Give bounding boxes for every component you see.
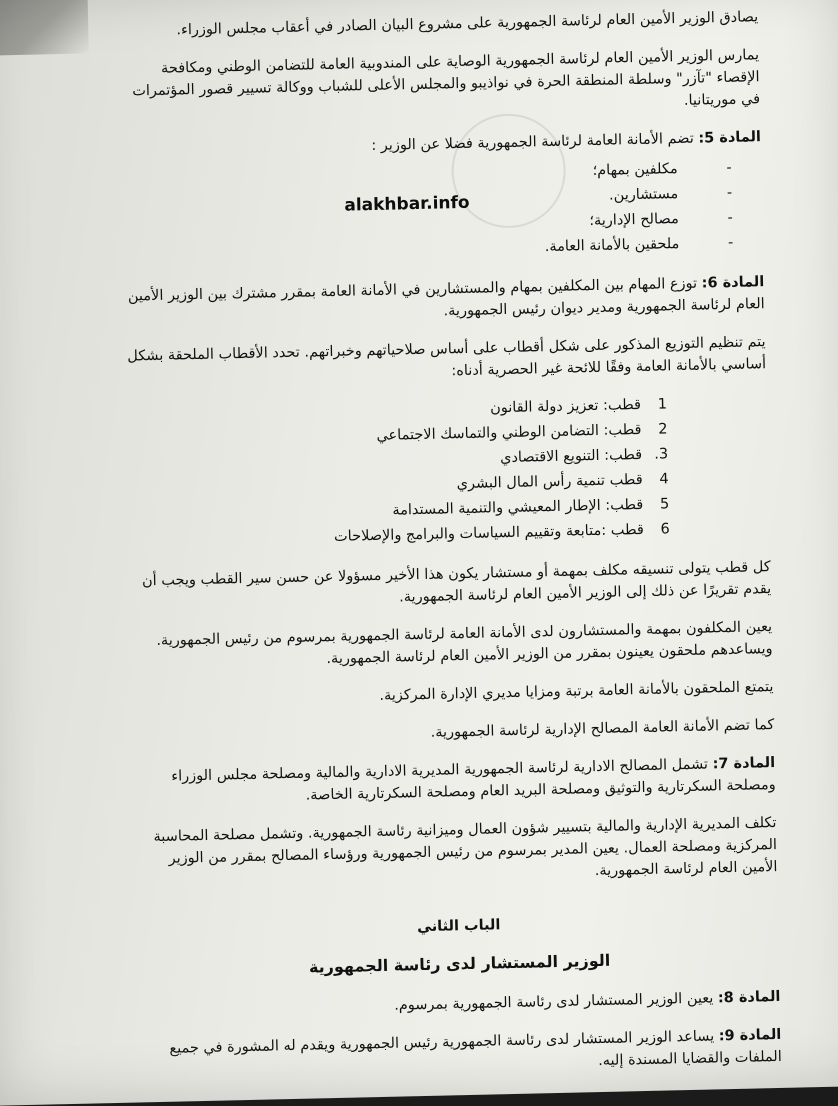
folder-corner-shadow (0, 0, 89, 56)
pole-number: 5 (659, 496, 670, 513)
article-8 (140, 986, 780, 1023)
document-body (118, 6, 782, 1098)
pole-number: 3. (654, 446, 669, 463)
pole-text: قطب تنمية رأس المال البشري (456, 471, 643, 493)
list-item: - مصالح الإدارية؛ (123, 207, 733, 243)
article-5-label: المادة 5: (698, 129, 762, 147)
chapter-subtitle: الوزير المستشار لدى رئاسة الجمهورية (308, 950, 611, 977)
article-6-text: توزع المهام بين المكلفين بمهام والمستشارين في الأمانة العامة بمقرر مشترك بين الوزير الأمين العام لرئاسة الجمهورية ومدير ديوان رئيس الجمهورية. (127, 275, 765, 320)
paragraph-admin-finance: تكلف المديرية الإدارية والمالية بتسيير شؤون العمال وميزانية رئاسة الجمهورية. وتشمل مصلحة المحاسبة المركزية ومصلحة العمال. يعين المدير بمرسوم من رئيس الجمهورية ورؤساء المصالح بمقرر من الوزير الأمين العام لرئاسة الجمهورية. (153, 814, 778, 880)
article-5-text: تضم الأمانة العامة لرئاسة الجمهورية فضلا عن الوزير : (371, 130, 699, 154)
pole-text: قطب :متابعة وتقييم السياسات والبرامج والإصلاحات (333, 521, 644, 545)
article-9 (141, 1024, 782, 1083)
paragraph-poles-intro: يتم تنظيم التوزيع المذكور على شكل أقطاب على أساس صلاحياتهم وخبراتهم. تحدد الأقطاب الملحقة بشكل أساسي بالأمانة العامة وفقًا للائحة غير الحصرية أدناه: (127, 334, 767, 380)
article-7 (135, 752, 776, 811)
pole-number: 2 (658, 421, 668, 438)
article-9-text: يساعد الوزير المستشار لدى رئاسة الجمهورية رئيس الجمهورية ويقدم له المشورة في جميع الملفات والقضايا المسندة إليه. (169, 1028, 782, 1070)
paragraph-pole-coordination: كل قطب يتولى تنسيقه مكلف بمهمة أو مستشار يكون هذا الأخير مسؤولا عن حسن سير القطب ويجب أن يقدم تقريرًا عن ذلك إلى الوزير الأمين العام لرئاسة الجمهورية. (141, 559, 772, 606)
article-8-label: المادة 8: (717, 988, 781, 1007)
article-6-label: المادة 6: (701, 274, 765, 292)
pole-number: 6 (660, 521, 670, 538)
paragraph-admin-services: كما تضم الأمانة العامة المصالح الإدارية لرئاسة الجمهورية. (430, 717, 775, 741)
list-item: - مستشارين. (122, 182, 732, 218)
chapter-title: الباب الثاني (416, 917, 501, 936)
list-item: - ملحقين بالأمانة العامة. (123, 232, 733, 268)
article-7-text: تشمل المصالح الادارية لرئاسة الجمهورية المديرية الادارية والمالية ومصلحة مجلس الوزراء ومصلحة السكرتارية والتوثيق ومصلحة البريد العام ومصلحة السكرتارية الخاصة. (171, 756, 776, 804)
poles-list (127, 391, 770, 552)
paragraph-supervision: يمارس الوزير الأمين العام لرئاسة الجمهورية الوصاية على المندوبية العامة للتضامن الوطني ومكافحة الإقصاء "تآزر" وسلطة المنطقة الحرة في نواذيبو والمجلس الأعلى للشباب ووكالة تسيير قصور المؤتمرات في موريتانيا. (132, 47, 761, 109)
watermark: alakhbar.info (344, 192, 470, 216)
pole-text: قطب: التنويع الاقتصادي (499, 446, 643, 467)
pole-text: قطب: الإطار المعيشي والتنمية المستدامة (392, 496, 644, 519)
article-6 (124, 271, 765, 330)
list-item: - مكلفين بمهام؛ (122, 157, 732, 193)
article-5 (121, 126, 761, 163)
article-8-text: يعين الوزير المستشار لدى رئاسة الجمهورية بمرسوم. (394, 990, 719, 1014)
pole-text: قطب: تعزيز دولة القانون (489, 396, 642, 417)
article-9-label: المادة 9: (718, 1026, 782, 1045)
paragraph-appointments: يعين المكلفون بمهمة والمستشارون لدى الأمانة العامة لرئاسة الجمهورية بمرسوم من رئيس الجمهورية. ويساعدهم ملحقون يعينون بمقرر من الوزير الأمين العام لرئاسة الجمهورية. (156, 619, 773, 668)
paragraph-attaches-rank: يتمتع الملحقون بالأمانة العامة برتبة ومزايا مديري الإدارة المركزية. (379, 679, 774, 704)
paragraph-ratification: يصادق الوزير الأمين العام لرئاسة الجمهورية على مشروع البيان الصادر في أعقاب مجلس الوزراء. (176, 9, 759, 39)
article-5-list (122, 156, 764, 267)
pole-text: قطب: التضامن الوطني والتماسك الاجتماعي (376, 421, 642, 444)
pole-number: 4 (659, 471, 669, 488)
article-7-label: المادة 7: (712, 755, 776, 773)
pole-number: 1 (657, 396, 668, 413)
